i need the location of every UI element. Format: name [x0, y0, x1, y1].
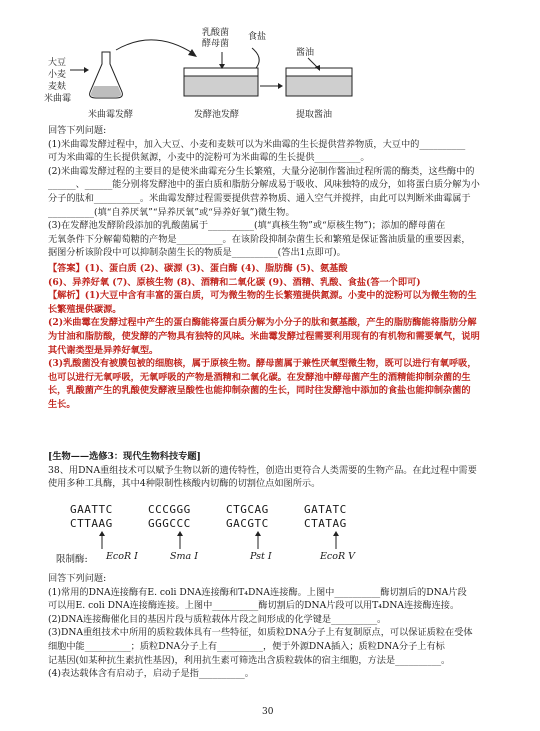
q38-prompt: 回答下列问题:: [48, 573, 107, 584]
restriction-sites-figure: [56, 503, 370, 569]
salt-label: 食盐: [248, 32, 267, 42]
question-1-part-2d: __________(填“自养厌氧”“异养厌氧”或“异养好氧”)微生物。: [48, 206, 295, 218]
question-1: [48, 124, 500, 260]
microbe-label-1: 乳酸菌: [202, 28, 230, 38]
q38-part-1: (1)常用的DNA连接酶有E. coli DNA连接酶和T₄DNA连接酶。上图中__________酶切割后的DNA片段: [48, 586, 467, 598]
question-1-part-2c: 分子的肽和__________。米曲霉发酵过程需要提供营养物质、通入空气并搅拌，由此可以判断米曲霉属于: [48, 192, 471, 204]
raw-material-2: 小麦: [48, 70, 67, 80]
question-1-part-3c: 据图分析该阶段中可以抑制杂菌生长的物质是__________(答出1点即可)。: [48, 247, 346, 259]
enzyme-row-label: 限制酶:: [56, 554, 88, 565]
analysis-line: (2)米曲霉在发酵过程中产生的蛋白酶能将蛋白质分解为小分子的肽和氨基酸，产生的脂肪酶能将脂肪分解: [48, 317, 477, 329]
question-38b: 使用多种工具酶，其中4种限制性核酸内切酶的切割位点如图所示。: [48, 478, 321, 490]
question-1-part-1: (1)米曲霉发酵过程中，加入大豆、小麦和麦麸可以为米曲霉的生长提供营养物质，大豆中的__________: [48, 138, 466, 150]
q38-part-4: (4)表达载体含有启动子，启动子是指__________。: [48, 668, 254, 680]
answer-block: [48, 262, 500, 412]
analysis-line: 长，乳酸菌产生的乳酸使发酵液呈酸性也能抑制杂菌的生长，同时往发酵池中添加的食盐也能抑制杂菌的: [48, 385, 471, 397]
site-bottom-2: GGGCCC: [148, 517, 191, 530]
analysis-line: 【解析】(1)大豆中含有丰富的蛋白质，可为微生物的生长繁殖提供氮源。小麦中的淀粉可以为微生物的生: [48, 290, 477, 302]
site-bottom-4: CTATAG: [304, 517, 347, 530]
analysis-line: 生长。: [48, 398, 76, 410]
analysis-line: 也可以进行无氧呼吸，无氧呼吸的产物是酒精和二氧化碳。在发酵池中酵母菌产生的酒精能抑制杂菌的生: [48, 371, 471, 383]
section-2-header: [生物——选修3：现代生物科技专题]: [48, 451, 201, 462]
question-38: 38、用DNA重组技术可以赋予生物以新的遗传特性，创造出更符合人类需要的生物产品。在此过程中需要: [48, 464, 477, 476]
section-2: [48, 450, 500, 491]
q38-part-3c: 记基因(如某种抗生素抗性基因)，利用抗生素可筛选出含质粒载体的宿主细胞，方法是__________。: [48, 654, 451, 666]
product-label: 酱油: [296, 48, 315, 58]
q38-part-2: (2)DNA连接酶催化目的基因片段与质粒载体片段之间形成的化学键是__________。: [48, 613, 387, 625]
answer-line-1: 【答案】(1)、蛋白质 (2)、碳源 (3)、蛋白酶 (4)、脂肪酶 (5)、氨基酸: [48, 263, 348, 274]
site-bottom-1: CTTAAG: [70, 517, 113, 530]
q38-part-1b: 可以用E. coli DNA连接酶连接。上图中__________酶切割后的DNA片段可以用T₄DNA连接酶连接。: [48, 600, 460, 612]
site-top-2: CCCGGG: [148, 503, 191, 516]
page-number: 30: [262, 707, 274, 717]
enzyme-3: Pst I: [250, 551, 272, 562]
q38-part-3b: 细胞中能__________；质粒DNA分子上有__________，便于外源DNA插入；质粒DNA分子上有标: [48, 640, 445, 652]
analysis-line: 长繁殖提供碳源。: [48, 303, 122, 315]
question-1-part-2b: ______、______能分别将发酵池中的蛋白质和脂肪分解成易于吸收、风味独特的成分，如将蛋白质分解为小: [48, 179, 480, 191]
analysis-line: 为甘油和脂肪酸，使发酵的产物具有独特的风味。米曲霉发酵过程需要利用现有的有机物和需要氧气，说明: [48, 330, 480, 342]
enzyme-2: Sma I: [170, 551, 198, 562]
answer-line-2: (6)、异养好氧 (7)、原核生物 (8)、酒精和二氧化碳 (9)、酒精、乳酸、食盐(答一个即可): [48, 276, 421, 288]
enzyme-1: EcoR I: [106, 551, 138, 562]
soy-sauce-process-figure: [44, 30, 464, 130]
site-bottom-3: GACGTC: [226, 517, 269, 530]
raw-material-3: 麦麸: [48, 82, 67, 92]
analysis-line: 其代谢类型是异养好氧型。: [48, 344, 159, 356]
q38-part-3: (3)DNA重组技术中所用的质粒载体具有一些特征，如质粒DNA分子上有复制原点，可以保证质粒在受体: [48, 627, 473, 639]
analysis-line: (3)乳酸菌没有被膜包被的细胞核，属于原核生物。酵母菌属于兼性厌氧型微生物，既可以进行有氧呼吸，: [48, 358, 477, 370]
question-1-prompt: 回答下列问题:: [48, 125, 107, 136]
stage-label-1: 米曲霉发酵: [88, 110, 134, 120]
question-1-part-3b: 无氧条件下分解葡萄糖的产物是__________。在该阶段抑制杂菌生长和繁殖是保证酱油质量的重要因素，: [48, 233, 471, 245]
enzyme-4: EcoR V: [320, 551, 356, 562]
microbe-label-2: 酵母菌: [202, 39, 230, 49]
site-top-4: GATATC: [304, 503, 347, 516]
question-1-part-3: (3)在发酵池发酵阶段添加的乳酸菌属于__________(填“真核生物”或“原核生物”)；添加的酵母菌在: [48, 220, 446, 232]
raw-material-4: 米曲霉: [44, 94, 72, 104]
question-1-part-2: (2)米曲霉发酵过程的主要目的是使米曲霉充分生长繁殖，大量分泌制作酱油过程所需的酶类，这些酶中的: [48, 165, 475, 177]
question-38-parts: [48, 572, 500, 681]
site-top-1: GAATTC: [70, 503, 113, 516]
question-1-part-1b: 可为米曲霉的生长提供氮源，小麦中的淀粉可为米曲霉的生长提供__________。: [48, 152, 370, 164]
stage-label-3: 提取酱油: [296, 110, 333, 120]
site-top-3: CTGCAG: [226, 503, 269, 516]
raw-material-1: 大豆: [48, 58, 67, 68]
stage-label-2: 发酵池发酵: [194, 110, 240, 120]
